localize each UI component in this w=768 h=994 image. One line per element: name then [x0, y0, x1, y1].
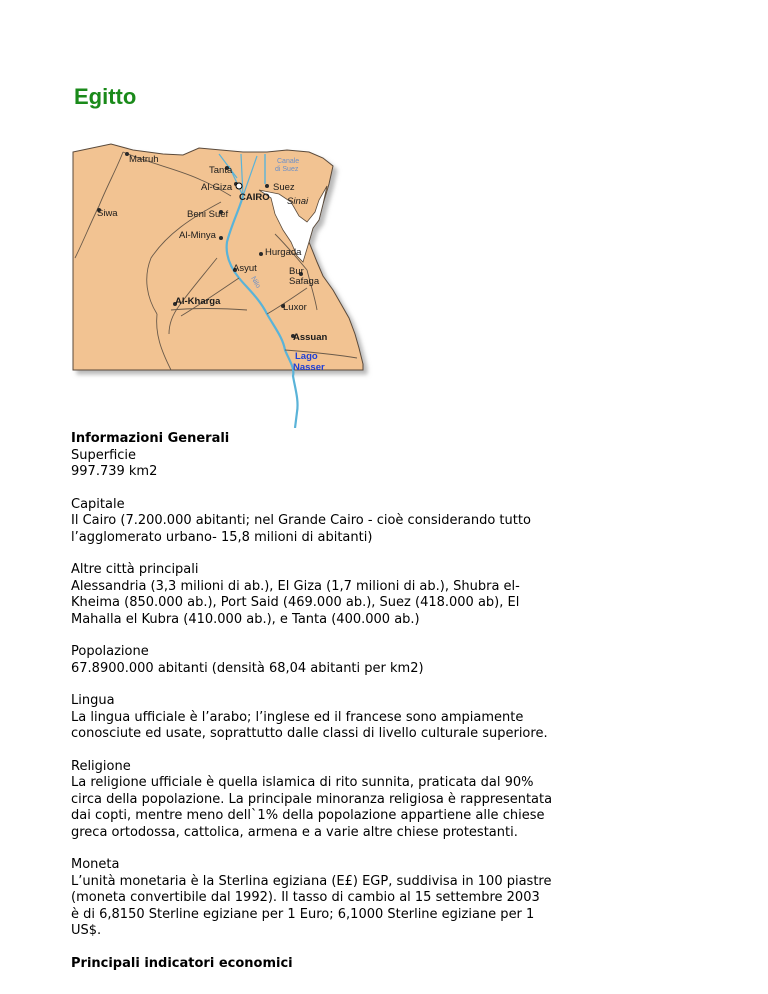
- map-label-nilo: Nilo: [249, 275, 262, 290]
- capitale-label: Capitale: [71, 496, 125, 512]
- citta-text-2: Kheima (850.000 ab.), Port Said (469.000 ab.), Suez (418.000 ab), El: [71, 595, 520, 610]
- religione-text-2: circa della popolazione. La principale minoranza religiosa è rappresentata: [71, 791, 553, 807]
- map-label-luxor: Luxor: [283, 302, 307, 313]
- superficie-label: Superficie: [71, 447, 137, 463]
- section-citta: [71, 562, 691, 628]
- map-label-bur: Bur: [289, 266, 304, 277]
- lingua-label: Lingua: [71, 693, 115, 708]
- map-label-siwa: Siwa: [97, 208, 118, 219]
- moneta-text-3: è di 6,8150 Sterline egiziane per 1 Euro; 6,1000 Sterline egiziane per 1: [71, 906, 535, 922]
- map-label-tanta: Tanta: [209, 165, 233, 176]
- map-label-safaga: Safaga: [289, 276, 320, 287]
- map-label-asyut: Asyut: [233, 263, 257, 274]
- capital-marker: [236, 183, 242, 189]
- map-label-al-minya: Al-Minya: [179, 230, 216, 241]
- capitale-text-2: l’agglomerato urbano- 15,8 milioni di abitanti): [71, 529, 373, 545]
- section-heading-economic: Principali indicatori economici: [71, 955, 293, 971]
- religione-text-1: La religione ufficiale è quella islamica di rito sunnita, praticata dal 90%: [71, 775, 534, 790]
- moneta-text-2: (moneta convertibile dal 1992). Il tasso di cambio al 15 settembre 2003: [71, 890, 540, 905]
- map-label-nasser: Nasser: [293, 362, 325, 373]
- citta-label: Altre città principali: [71, 562, 199, 577]
- map-label-suez: Suez: [273, 182, 295, 193]
- section-religione: [71, 759, 691, 842]
- section-heading-general: Informazioni Generali: [71, 431, 230, 446]
- religione-label: Religione: [71, 758, 131, 774]
- map-label-beni-suef: Beni Suef: [187, 209, 229, 220]
- map-label-canale: Canale: [277, 158, 300, 165]
- popolazione-label: Popolazione: [71, 644, 149, 659]
- religione-text-4: greca ortodossa, cattolica, armena e a varie altre chiese protestanti.: [71, 824, 518, 840]
- popolazione-value: 67.8900.000 abitanti (densità 68,04 abitanti per km2): [71, 660, 424, 676]
- lingua-text-1: La lingua ufficiale è l’arabo; l’inglese ed il francese sono ampiamente: [71, 709, 524, 725]
- egypt-map: [71, 138, 401, 428]
- moneta-text-1: L’unità monetaria è la Sterlina egiziana (E£) EGP, suddivisa in 100 piastre: [71, 873, 552, 889]
- map-label-di-suez: di Suez: [275, 166, 299, 173]
- section-lingua: [71, 693, 691, 743]
- moneta-label: Moneta: [71, 857, 120, 872]
- map-label-al-giza: Al-Giza: [201, 182, 233, 193]
- citta-text-1: Alessandria (3,3 milioni di ab.), El Giza (1,7 milioni di ab.), Shubra el-: [71, 578, 520, 594]
- map-label-sinai: Sinai: [287, 196, 309, 207]
- section-economic: [71, 956, 691, 973]
- capitale-text-1: Il Cairo (7.200.000 abitanti; nel Grande Cairo - cioè considerando tutto: [71, 513, 531, 528]
- map-label-lago: Lago: [295, 351, 318, 362]
- moneta-text-4: US$.: [71, 923, 102, 938]
- section-general: [71, 431, 691, 481]
- map-label-assuan: Assuan: [293, 332, 328, 343]
- map-label-al-kharga: Al-Kharga: [175, 296, 221, 307]
- superficie-value: 997.739 km2: [71, 464, 158, 479]
- section-capitale: [71, 497, 691, 547]
- citta-text-3: Mahalla el Kubra (410.000 ab.), e Tanta (400.000 ab.): [71, 611, 420, 627]
- document-body: [71, 431, 691, 988]
- map-label-matruh: Matruh: [129, 154, 159, 165]
- lingua-text-2: conosciute ed usate, soprattutto dalle classi di livello culturale superiore.: [71, 726, 548, 741]
- map-label-hurgada: Hurgada: [265, 247, 302, 258]
- map-label-cairo: CAIRO: [239, 192, 270, 203]
- section-popolazione: [71, 644, 691, 677]
- religione-text-3: dai copti, mentre meno dell`1% della popolazione appartiene alle chiese: [71, 808, 545, 823]
- page-title: Egitto: [74, 84, 137, 109]
- section-moneta: [71, 857, 691, 940]
